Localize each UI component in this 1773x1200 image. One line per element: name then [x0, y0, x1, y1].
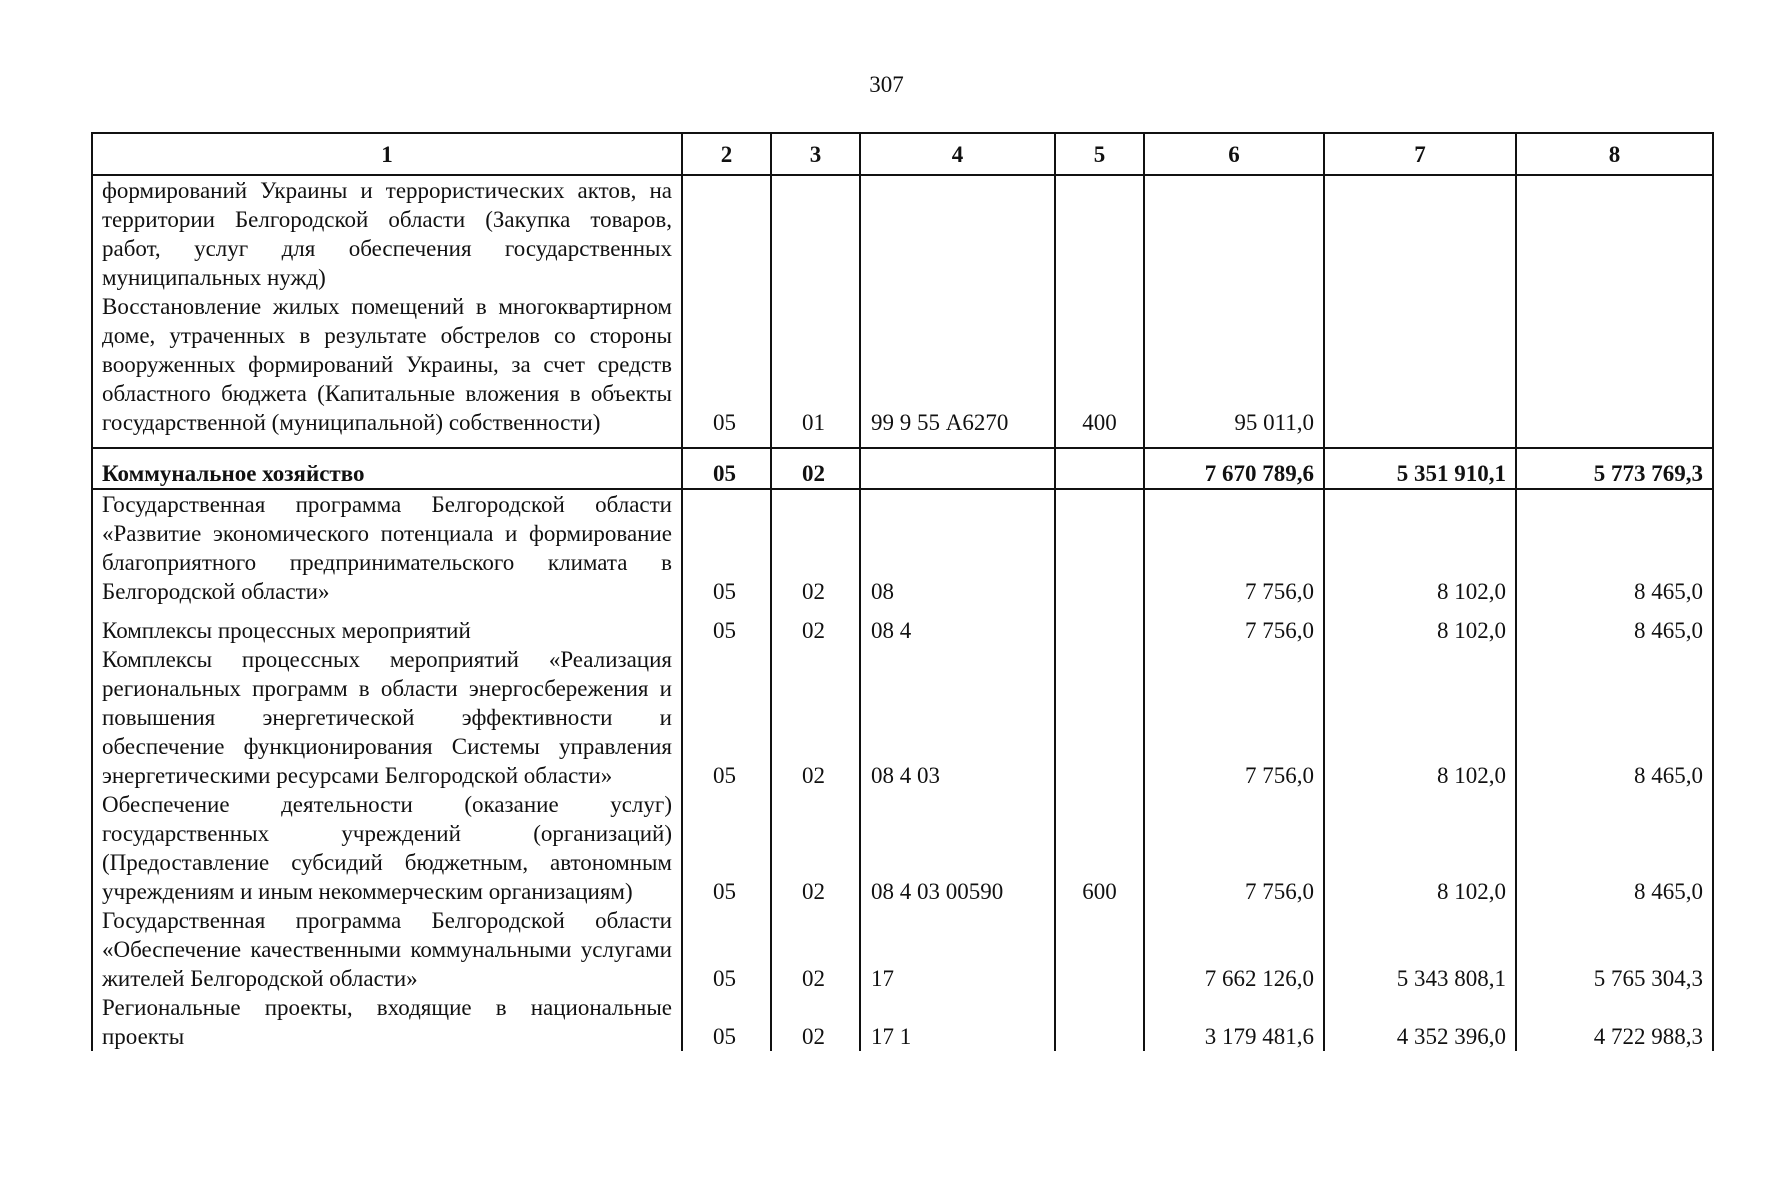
row-target-code [860, 448, 1055, 489]
header-col-5: 5 [1055, 133, 1144, 175]
row-value-6: 7 756,0 [1144, 606, 1324, 645]
row-subsection: 02 [771, 606, 860, 645]
row-section: 05 [682, 448, 771, 489]
row-expense-type [1055, 175, 1144, 292]
row-section: 05 [682, 489, 771, 606]
row-value-7 [1324, 292, 1516, 448]
row-value-8: 8 465,0 [1516, 790, 1713, 906]
row-target-code: 08 4 [860, 606, 1055, 645]
table-row [92, 175, 1713, 292]
row-expense-type [1055, 906, 1144, 993]
row-section: 05 [682, 790, 771, 906]
row-value-8: 8 465,0 [1516, 606, 1713, 645]
row-subsection: 02 [771, 645, 860, 790]
row-section: 05 [682, 993, 771, 1051]
row-name: Государственная программа Белгородской области «Развитие экономического потенциала и формирование благоприятного предпринимательского климата в Белгородской области» [92, 489, 682, 606]
row-value-6: 7 756,0 [1144, 489, 1324, 606]
row-value-8: 8 465,0 [1516, 645, 1713, 790]
row-target-code: 08 4 03 00590 [860, 790, 1055, 906]
row-value-7: 8 102,0 [1324, 606, 1516, 645]
header-col-6: 6 [1144, 133, 1324, 175]
row-section: 05 [682, 906, 771, 993]
row-expense-type [1055, 448, 1144, 489]
row-target-code: 17 [860, 906, 1055, 993]
row-value-6: 7 756,0 [1144, 790, 1324, 906]
row-name: формирований Украины и террористических актов, на территории Белгородской области (Закупка товаров, работ, услуг для обеспечения государственных муниципальных нужд) [92, 175, 682, 292]
row-expense-type: 600 [1055, 790, 1144, 906]
row-target-code: 99 9 55 А6270 [860, 292, 1055, 448]
row-subsection: 02 [771, 448, 860, 489]
row-value-7: 4 352 396,0 [1324, 993, 1516, 1051]
row-expense-type [1055, 645, 1144, 790]
row-value-7: 5 343 808,1 [1324, 906, 1516, 993]
row-section [682, 175, 771, 292]
row-name: Комплексы процессных мероприятий «Реализация региональных программ в области энергосбережения и повышения энергетической эффективности и обеспечение функционирования Системы управления энергетическими ресурсами Белгородской области» [92, 645, 682, 790]
row-expense-type: 400 [1055, 292, 1144, 448]
row-value-6: 3 179 481,6 [1144, 993, 1324, 1051]
row-value-8: 5 765 304,3 [1516, 906, 1713, 993]
header-col-4: 4 [860, 133, 1055, 175]
header-row [92, 133, 1713, 175]
header-col-8: 8 [1516, 133, 1713, 175]
header-col-2: 2 [682, 133, 771, 175]
row-target-code: 08 [860, 489, 1055, 606]
row-value-6: 7 670 789,6 [1144, 448, 1324, 489]
header-col-7: 7 [1324, 133, 1516, 175]
row-name: Региональные проекты, входящие в национальные проекты [92, 993, 682, 1051]
row-value-8 [1516, 292, 1713, 448]
row-section: 05 [682, 645, 771, 790]
row-section: 05 [682, 606, 771, 645]
row-subsection: 02 [771, 790, 860, 906]
row-name: Восстановление жилых помещений в многоквартирном доме, утраченных в результате обстрелов со стороны вооруженных формирований Украины, за счет средств областного бюджета (Капитальные вложения в объекты государственной (муниципальной) собственности) [92, 292, 682, 448]
header-col-3: 3 [771, 133, 860, 175]
row-subsection: 01 [771, 292, 860, 448]
row-name: Комплексы процессных мероприятий [92, 606, 682, 645]
row-value-6: 7 662 126,0 [1144, 906, 1324, 993]
row-value-8: 4 722 988,3 [1516, 993, 1713, 1051]
row-subsection: 02 [771, 489, 860, 606]
table-row [92, 906, 1713, 993]
table-row [92, 489, 1713, 606]
row-name: Государственная программа Белгородской области «Обеспечение качественными коммунальными услугами жителей Белгородской области» [92, 906, 682, 993]
row-expense-type [1055, 606, 1144, 645]
row-subsection: 02 [771, 906, 860, 993]
row-target-code [860, 175, 1055, 292]
row-name: Обеспечение деятельности (оказание услуг) государственных учреждений (организаций) (Предоставление субсидий бюджетным, автономным учреждениям и иным некоммерческим организациям) [92, 790, 682, 906]
row-value-8 [1516, 175, 1713, 292]
row-value-6: 95 011,0 [1144, 292, 1324, 448]
row-expense-type [1055, 489, 1144, 606]
row-target-code: 17 1 [860, 993, 1055, 1051]
table-row [92, 645, 1713, 790]
row-value-6: 7 756,0 [1144, 645, 1324, 790]
table-row-total [92, 448, 1713, 489]
row-name: Коммунальное хозяйство [92, 448, 682, 489]
row-value-7: 8 102,0 [1324, 645, 1516, 790]
row-value-7: 8 102,0 [1324, 489, 1516, 606]
row-subsection [771, 175, 860, 292]
row-value-8: 8 465,0 [1516, 489, 1713, 606]
row-expense-type [1055, 993, 1144, 1051]
row-subsection: 02 [771, 993, 860, 1051]
budget-table [91, 132, 1714, 1051]
page-number: 307 [869, 72, 904, 97]
row-section: 05 [682, 292, 771, 448]
row-value-7: 5 351 910,1 [1324, 448, 1516, 489]
table-row [92, 993, 1713, 1051]
row-value-7 [1324, 175, 1516, 292]
row-target-code: 08 4 03 [860, 645, 1055, 790]
table-row [92, 606, 1713, 645]
table-row [92, 790, 1713, 906]
header-col-1: 1 [92, 133, 682, 175]
row-value-6 [1144, 175, 1324, 292]
table-row [92, 292, 1713, 448]
row-value-8: 5 773 769,3 [1516, 448, 1713, 489]
row-value-7: 8 102,0 [1324, 790, 1516, 906]
